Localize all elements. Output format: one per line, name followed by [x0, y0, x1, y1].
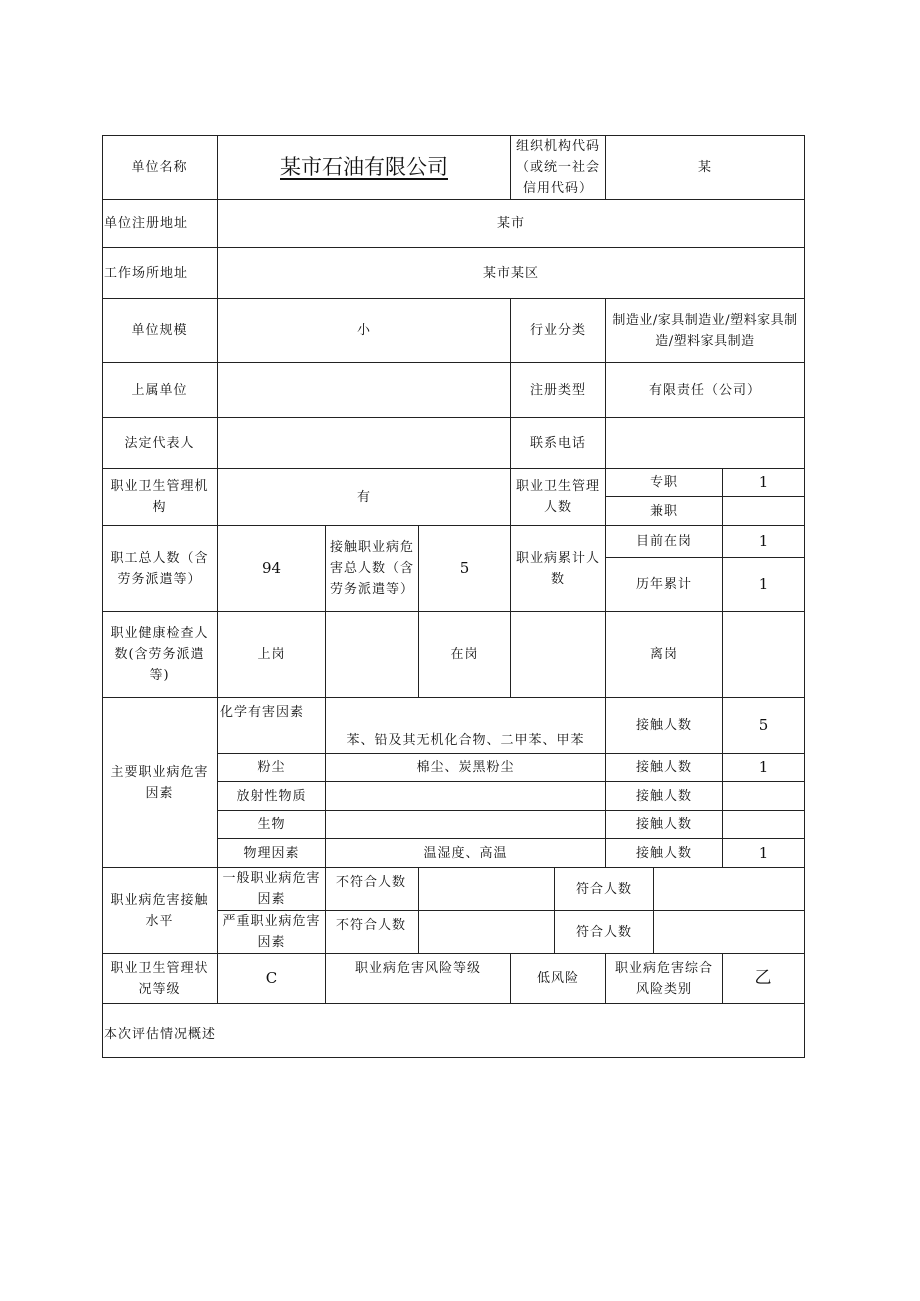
assessment-form	[102, 135, 805, 1058]
risk-category-label: 职业病危害综合风险类别	[606, 954, 723, 1004]
hazard-contact-label: 接触人数	[606, 782, 723, 811]
pre-job-label: 上岗	[218, 612, 326, 698]
general-hazard-label: 一般职业病危害因素	[218, 868, 326, 911]
org-code-value: 某	[606, 135, 805, 200]
hazard-contact-label: 接触人数	[606, 839, 723, 868]
risk-level-label: 职业病危害风险等级	[326, 954, 511, 1004]
general-noncompliant-label: 不符合人数	[326, 868, 419, 911]
hazards-section-label: 主要职业病危害因素	[102, 698, 218, 868]
severe-noncompliant-label: 不符合人数	[326, 911, 419, 954]
total-staff-value: 94	[218, 526, 326, 612]
org-code-label: 组织机构代码（或统一社会信用代码）	[511, 135, 606, 200]
severe-hazard-label: 严重职业病危害因素	[218, 911, 326, 954]
hazard-contact-label: 接触人数	[606, 698, 723, 754]
on-job-label: 在岗	[419, 612, 511, 698]
hazard-contact-count: 5	[723, 698, 805, 754]
history-value: 1	[723, 558, 805, 612]
severe-noncompliant-value	[419, 911, 555, 954]
severe-compliant-value	[654, 911, 805, 954]
legal-rep-label: 法定代表人	[102, 418, 218, 469]
hazard-name: 物理因素	[218, 839, 326, 868]
hazard-name: 生物	[218, 811, 326, 839]
hazard-desc: 苯、铅及其无机化合物、二甲苯、甲苯	[326, 698, 606, 754]
current-value: 1	[723, 526, 805, 558]
phone-label: 联系电话	[511, 418, 606, 469]
hazard-name: 放射性物质	[218, 782, 326, 811]
general-compliant-value	[654, 868, 805, 911]
risk-category-value: 乙	[723, 954, 805, 1004]
hazard-desc: 温湿度、高温	[326, 839, 606, 868]
industry-value: 制造业/家具制造业/塑料家具制造/塑料家具制造	[606, 299, 805, 363]
hazard-contact-count: 1	[723, 839, 805, 868]
work-address-label: 工作场所地址	[102, 248, 218, 299]
reg-type-value: 有限责任（公司）	[606, 363, 805, 418]
exposed-label: 接触职业病危害总人数（含劳务派遣等）	[326, 526, 419, 612]
history-label: 历年累计	[606, 558, 723, 612]
current-label: 目前在岗	[606, 526, 723, 558]
pre-job-value	[326, 612, 419, 698]
hazard-desc	[326, 811, 606, 839]
hazard-desc: 棉尘、炭黑粉尘	[326, 754, 606, 782]
hazard-contact-count: 1	[723, 754, 805, 782]
hazard-contact-label: 接触人数	[606, 754, 723, 782]
exposure-section-label: 职业病危害接触水平	[102, 868, 218, 954]
unit-name-value: 某市石油有限公司	[218, 135, 511, 200]
health-check-label: 职业健康检查人数(含劳务派遣等)	[102, 612, 218, 698]
oh-staff-label: 职业卫生管理人数	[511, 469, 606, 526]
phone-value	[606, 418, 805, 469]
on-job-value	[511, 612, 606, 698]
reg-address-value: 某市	[218, 200, 805, 248]
hazard-name: 粉尘	[218, 754, 326, 782]
fulltime-label: 专职	[606, 469, 723, 497]
reg-type-label: 注册类型	[511, 363, 606, 418]
scale-label: 单位规模	[102, 299, 218, 363]
legal-rep-value	[218, 418, 511, 469]
hazard-name: 化学有害因素	[218, 698, 326, 754]
cumulative-label: 职业病累计人数	[511, 526, 606, 612]
general-noncompliant-value	[419, 868, 555, 911]
severe-compliant-label: 符合人数	[555, 911, 654, 954]
parttime-label: 兼职	[606, 497, 723, 526]
work-address-value: 某市某区	[218, 248, 805, 299]
summary-label: 本次评估情况概述	[104, 1027, 217, 1042]
exposed-value: 5	[419, 526, 511, 612]
mgmt-level-label: 职业卫生管理状况等级	[102, 954, 218, 1004]
total-staff-label: 职工总人数（含劳务派遣等）	[102, 526, 218, 612]
hazard-contact-count	[723, 782, 805, 811]
hazard-contact-label: 接触人数	[606, 811, 723, 839]
oh-org-label: 职业卫生管理机构	[102, 469, 218, 526]
oh-org-value: 有	[218, 469, 511, 526]
industry-label: 行业分类	[511, 299, 606, 363]
summary-box	[102, 1004, 805, 1058]
risk-level-value: 低风险	[511, 954, 606, 1004]
parent-label: 上属单位	[102, 363, 218, 418]
reg-address-label: 单位注册地址	[102, 200, 218, 248]
hazard-contact-count	[723, 811, 805, 839]
hazard-desc	[326, 782, 606, 811]
parent-value	[218, 363, 511, 418]
leave-job-label: 离岗	[606, 612, 723, 698]
general-compliant-label: 符合人数	[555, 868, 654, 911]
parttime-value	[723, 497, 805, 526]
leave-job-value	[723, 612, 805, 698]
mgmt-level-value: C	[218, 954, 326, 1004]
fulltime-value: 1	[723, 469, 805, 497]
unit-name-label: 单位名称	[102, 135, 218, 200]
scale-value: 小	[218, 299, 511, 363]
